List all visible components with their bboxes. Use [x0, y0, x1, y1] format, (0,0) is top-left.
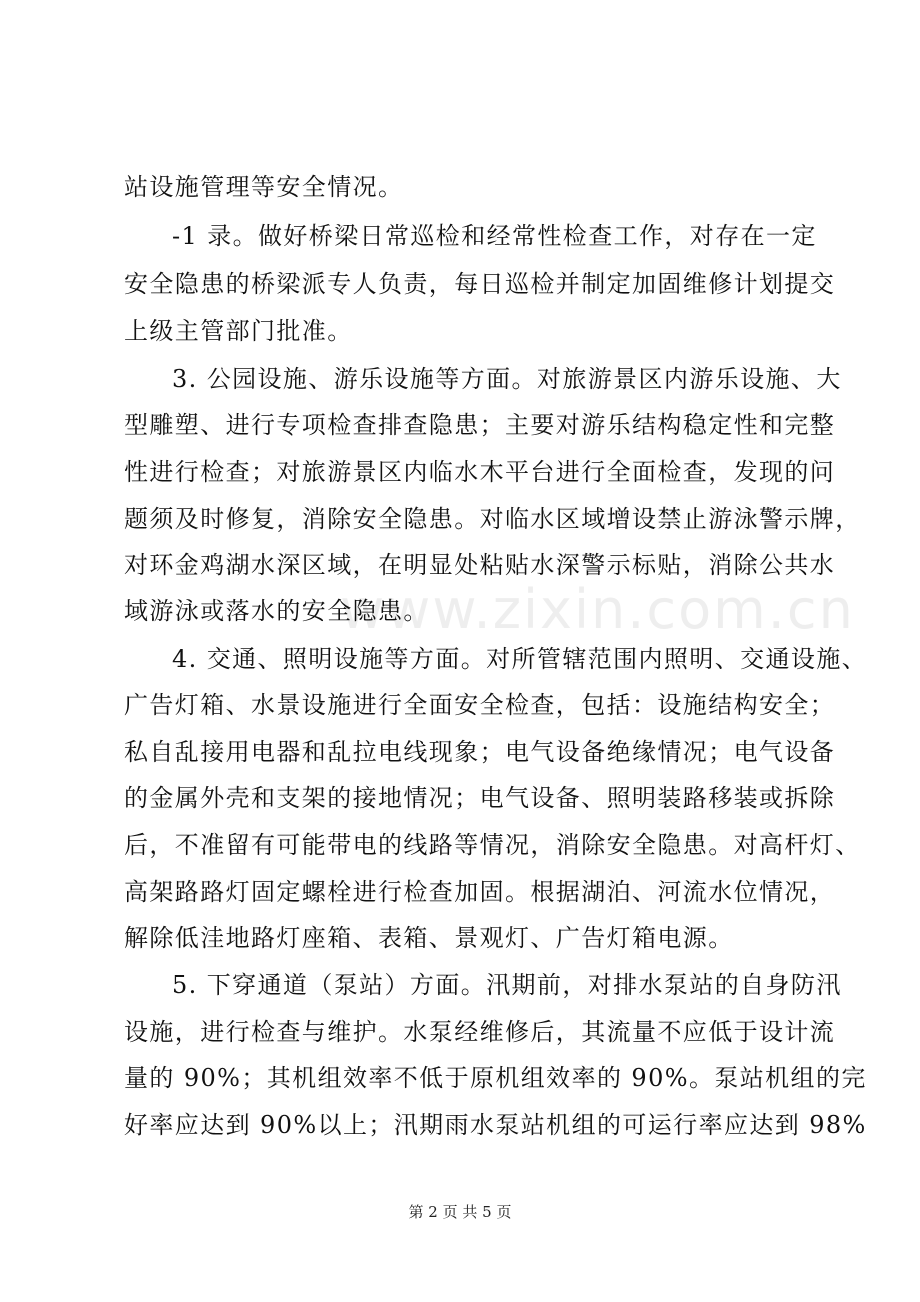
text-line: 题须及时修复，消除安全隐患。对临水区域增设禁止游泳警示牌， [124, 505, 861, 533]
text-line: 解除低洼地路灯座箱、表箱、景观灯、广告灯箱电源。 [124, 924, 734, 952]
text-line: 私自乱接用电器和乱拉电线现象；电气设备绝缘情况；电气设备 [124, 738, 836, 766]
text-line: 型雕塑、进行专项检查排查隐患；主要对游乐结构稳定性和完整 [124, 411, 836, 439]
text-line: 4. 交通、照明设施等方面。对所管辖范围内照明、交通设施、 [172, 645, 868, 673]
text-line: 量的 90%；其机组效率不低于原机组效率的 90%。泵站机组的完 [124, 1064, 867, 1092]
page-number-footer: 第 2 页 共 5 页 [408, 1203, 512, 1221]
text-line: 高架路路灯固定螺栓进行检查加固。根据湖泊、河流水位情况， [124, 878, 836, 906]
text-line: 好率应达到 90%以上；汛期雨水泵站机组的可运行率应达到 98% [124, 1111, 867, 1139]
text-line: 广告灯箱、水景设施进行全面安全检查，包括：设施结构安全； [124, 691, 836, 719]
watermark: www.zixin.com.cn [340, 578, 855, 641]
text-line: 的金属外壳和支架的接地情况；电气设备、照明装路移装或拆除 [124, 784, 836, 812]
text-line: 安全隐患的桥梁派专人负责，每日巡检并制定加固维修计划提交 [124, 270, 836, 298]
text-line: 对环金鸡湖水深区域，在明显处粘贴水深警示标贴，消除公共水 [124, 551, 836, 579]
text-line: 3. 公园设施、游乐设施等方面。对旅游景区内游乐设施、大 [172, 365, 842, 393]
text-line: 5. 下穿通道（泵站）方面。汛期前，对排水泵站的自身防汛 [172, 971, 842, 999]
text-line: 后，不准留有可能带电的线路等情况，消除安全隐患。对高杆灯、 [124, 831, 861, 859]
text-line: 域游泳或落水的安全隐患。 [124, 597, 429, 625]
text-line: 性进行检查；对旅游景区内临水木平台进行全面检查，发现的问 [124, 458, 836, 486]
text-line: 上级主管部门批准。 [124, 317, 353, 345]
text-line: -1 录。做好桥梁日常巡检和经常性检查工作，对存在一定 [172, 222, 817, 250]
text-line: 设施，进行检查与维护。水泵经维修后，其流量不应低于设计流 [124, 1018, 836, 1046]
text-line: 站设施管理等安全情况。 [124, 173, 404, 201]
